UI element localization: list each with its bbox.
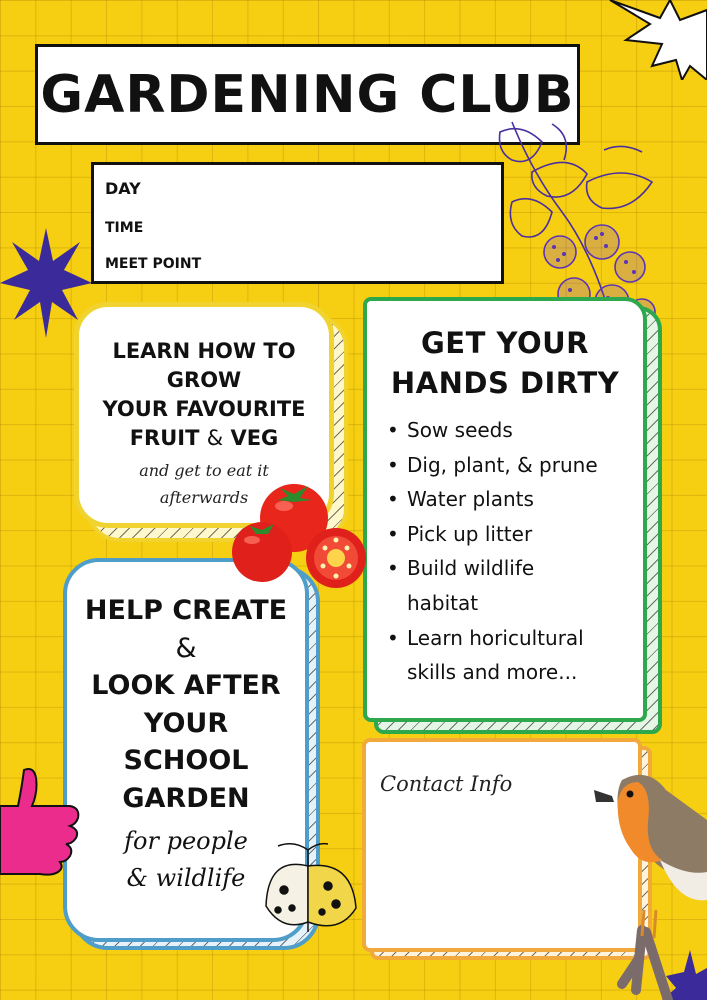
robin-icon [582, 760, 707, 1000]
help-heading-line: GARDEN [122, 782, 250, 814]
meet-point-label: MEET POINT [105, 256, 202, 272]
bullet: • [387, 521, 399, 546]
fruit-word: FRUIT [129, 426, 200, 450]
list-item-continuation [385, 655, 643, 690]
info-box [91, 162, 504, 284]
list-item [385, 621, 643, 656]
moth-icon [258, 836, 362, 940]
list-item-text: Dig, plant, & prune [407, 452, 598, 477]
tomato-icon [228, 478, 374, 588]
help-sub-line: for people [124, 827, 248, 855]
learn-heading-line: YOUR FAVOURITE [102, 397, 306, 421]
burst-star-icon [600, 0, 707, 80]
bullet: • [387, 556, 399, 581]
list-item [385, 517, 643, 552]
learn-sub-line: afterwards [159, 488, 249, 507]
help-heading-line: LOOK AFTER [91, 670, 281, 701]
veg-word: VEG [230, 426, 279, 450]
dirty-heading [367, 323, 643, 403]
learn-heading-line [79, 424, 329, 453]
learn-heading-line: GROW [166, 368, 242, 392]
help-heading-line: & [175, 632, 197, 664]
learn-heading-line: LEARN HOW TO [112, 339, 296, 363]
list-item-text: Pick up litter [407, 521, 533, 546]
list-item-text: Sow seeds [407, 418, 513, 442]
thumbs-up-icon [0, 766, 82, 876]
bullet: • [387, 418, 399, 442]
ampersand: & [206, 426, 224, 450]
list-item-text: Water plants [407, 487, 534, 512]
list-item [385, 551, 643, 586]
bullet: • [387, 487, 399, 512]
contact-info-label: Contact Info [380, 772, 513, 796]
list-item [385, 413, 643, 448]
day-label: DAY [105, 179, 141, 198]
list-item [385, 482, 643, 517]
help-heading-line: YOUR [143, 707, 229, 739]
learn-sub-line: and get to eat it [139, 461, 269, 480]
list-item-text: skills and more... [407, 660, 578, 685]
dirty-heading-line: GET YOUR [421, 326, 589, 360]
list-item-continuation [385, 586, 643, 621]
help-heading [67, 592, 305, 817]
dirty-card [363, 297, 647, 722]
bullet: • [387, 452, 399, 477]
learn-heading [79, 337, 329, 453]
list-item-text: Learn horicultural [407, 625, 584, 650]
bullet: • [387, 625, 399, 650]
help-sub-line: & wildlife [126, 864, 246, 892]
activity-list [367, 413, 643, 690]
help-heading-line: SCHOOL [123, 745, 249, 776]
time-label: TIME [105, 220, 144, 236]
help-heading-line: HELP CREATE [84, 595, 288, 626]
list-item-text: habitat [407, 590, 479, 615]
page-title: GARDENING CLUB [40, 64, 575, 125]
list-item-text: Build wildlife [407, 556, 535, 581]
list-item [385, 448, 643, 483]
dirty-heading-line: HANDS DIRTY [390, 366, 620, 400]
